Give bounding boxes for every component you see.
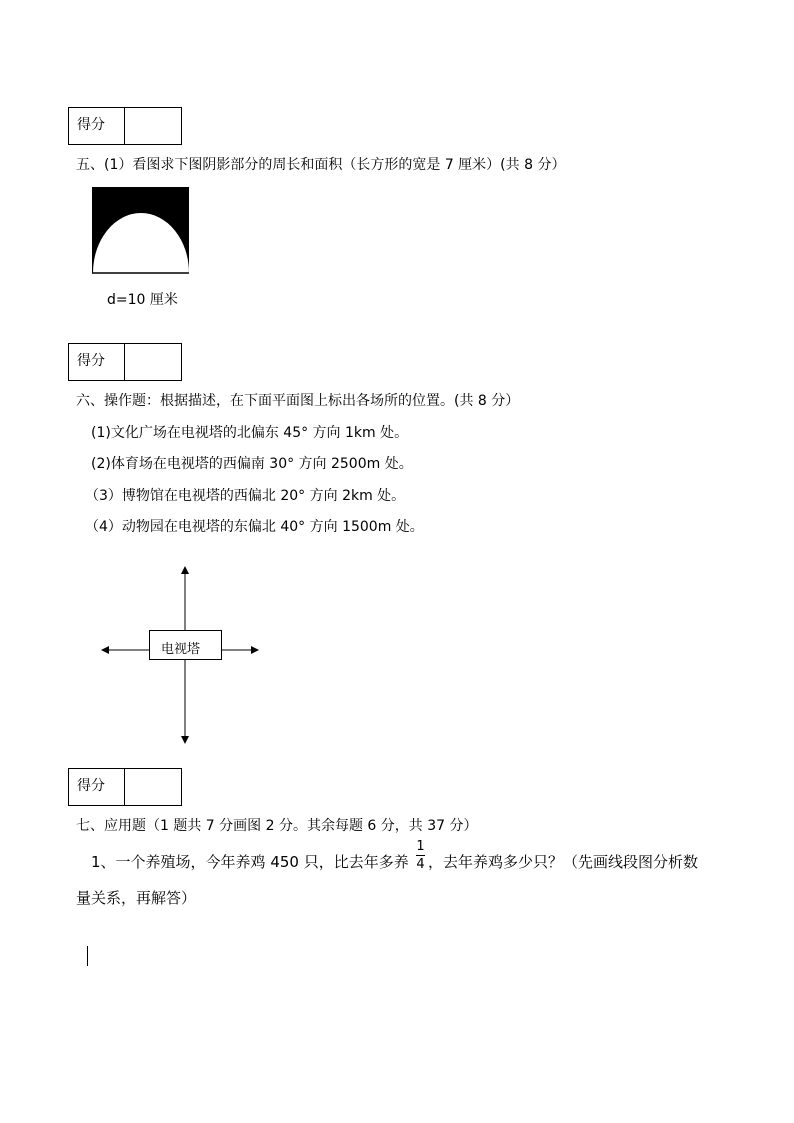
- fraction-one-quarter: [416, 840, 425, 871]
- score-box: [68, 768, 182, 806]
- score-label: 得分: [69, 769, 125, 805]
- list-item: (2)体育场在电视塔的西偏南 30° 方向 2500m 处。: [91, 456, 413, 472]
- list-item: （4）动物园在电视塔的东偏北 40° 方向 1500m 处。: [85, 519, 424, 535]
- figure-caption: d=10 厘米: [107, 292, 178, 308]
- score-label: 得分: [69, 108, 125, 144]
- section6-title: 六、操作题：根据描述，在下面平面图上标出各场所的位置。(共 8 分）: [76, 393, 520, 409]
- section7-title: 七、应用题（1 题共 7 分画图 2 分。其余每题 6 分，共 37 分）: [76, 818, 478, 834]
- score-value-cell[interactable]: [125, 108, 181, 144]
- score-box: [68, 107, 182, 145]
- question1-part2: ，去年养鸡多少只？（先画线段图分析数: [428, 853, 699, 871]
- score-box: [68, 343, 182, 381]
- section5-title: 五、(1）看图求下图阴影部分的周长和面积（长方形的宽是 7 厘米）(共 8 分）: [76, 157, 566, 173]
- question1-line2: 量关系，再解答）: [76, 889, 197, 907]
- list-item: (1)文化广场在电视塔的北偏东 45° 方向 1km 处。: [91, 425, 409, 441]
- score-value-cell[interactable]: [125, 344, 181, 380]
- center-label: 电视塔: [161, 642, 201, 657]
- text-cursor: [87, 946, 88, 966]
- score-value-cell[interactable]: [125, 769, 181, 805]
- fraction-denominator: 4: [416, 857, 425, 872]
- list-item: （3）博物馆在电视塔的西偏北 20° 方向 2km 处。: [85, 488, 406, 504]
- question1-part1: 1、一个养殖场，今年养鸡 450 只，比去年多养: [91, 853, 409, 871]
- shaded-rectangle-figure: [92, 187, 190, 274]
- fraction-numerator: 1: [416, 839, 425, 854]
- score-label: 得分: [69, 344, 125, 380]
- fraction-bar: [416, 855, 425, 856]
